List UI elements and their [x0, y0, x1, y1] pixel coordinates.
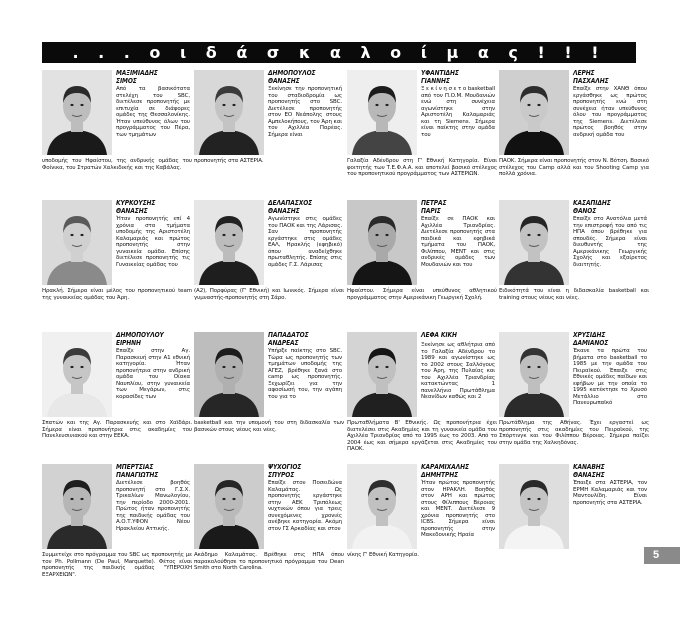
teacher-name: ΔΗΜΟΠΟΥΛΟΥ ΕΙΡΗΝΗ — [116, 331, 164, 347]
teacher-bio: Ξ ε κ ί ν η σ ε τ ο basketball από τον Π.Ο.Μ. Μουδανιών ενώ στη συνέχεια αγωνίστηκε στην Αριστοτέλη Καλαμαριάς και τη Siemens. Σήμερα είναι παίκτης στην ομάδα του — [421, 86, 495, 138]
teacher-bio-continued: Σπατών και της Αγ. Παρασκευής και στο Χαϊδάρι. Σήμερα είναι προπονήτρια στις ακαδημίες του Πανελευσινιακού και στην ΕΕΚΑ. — [42, 420, 192, 439]
portrait-eye — [375, 366, 378, 368]
teacher-photo — [42, 200, 112, 285]
portrait-eye — [385, 498, 388, 500]
portrait-eye — [70, 104, 73, 106]
teacher-bio: Επαίξε στον Ποσειδώνα Καλαμάτας. Ως προπονητής εργάστηκε στην ΑΕΚ Τριπόλεως νυχτικών όπου για τρεις συνεχόμενες χρονιές ανέβηκε κατηγορία. Ακόμη στον ΓΣ Αρκαδίας και στον — [268, 480, 342, 532]
portrait-image — [347, 200, 417, 285]
teacher-bio: Επαίξε στην Αγ. Παρασκευή στην Α1 εθνική κατηγορία. Ήταν προπονήτρια στην ανδρική ομάδα του Οίακα Ναυπλίου, στην γυναικεία των Μεγάρων, στις κορασίδες των — [116, 348, 190, 400]
portrait-image — [42, 464, 112, 549]
portrait-eye — [537, 104, 540, 106]
teacher-photo — [42, 464, 112, 549]
portrait-image — [194, 200, 264, 285]
teacher-photo — [194, 464, 264, 549]
portrait-eye — [537, 366, 540, 368]
teacher-photo — [42, 70, 112, 155]
teacher-photo — [194, 200, 264, 285]
teacher-name: ΚΥΡΚΟΥΣΗΣ ΘΑΝΑΣΗΣ — [116, 199, 156, 215]
teacher-bio-continued: νίκης Γ' Εθνική Κατηγορία. — [347, 552, 419, 558]
page-number: 5 — [644, 547, 680, 564]
portrait-image — [499, 200, 569, 285]
portrait-eye — [80, 366, 83, 368]
teacher-bio: Αγωνίστηκε στις ομάδες του ΠΑΟΚ και της Λάρισας. Σαν προπονητής εργάστηκε στις ομάδες ΕΑΛ, Ηρακλής (εφηβικό) όπου αναδείχθηκε πρωταθλητής. Επίσης στις ομάδες Γ.Σ. Λάρισας — [268, 216, 342, 268]
teacher-photo — [42, 332, 112, 417]
portrait-eye — [385, 366, 388, 368]
teacher-photo — [499, 332, 569, 417]
teacher-name: ΠΑΠΑΔΑΤΟΣ ΑΝΔΡΕΑΣ — [268, 331, 309, 347]
teacher-bio-continued: Πρωτάθλημα της Αθήνας. Έχει εργαστεί ως προπονητής στις ακαδημίες του Πειραϊκού, της Σπόρτινγκ και του Φιλίππου Βέροιας. Σήμερα παίζει στην ομάδα της Χαλκηδόνας. — [499, 420, 649, 446]
portrait-eye — [80, 104, 83, 106]
teacher-name: ΔΕΛΑΠΑΣΧΟΣ ΘΑΝΑΣΗΣ — [268, 199, 313, 215]
teacher-photo — [347, 332, 417, 417]
teacher-bio-continued: υποδομής του Ηφαίστου, της ανδρικής ομάδας του Φοίνικα, του Στρατών Χαλκιδικής και της Καβάλας. — [42, 158, 192, 171]
teacher-bio-continued: basketball και την υπομονή του στη διδασκαλία των βασικών στους νέους και νέες. — [194, 420, 344, 433]
portrait-eye — [232, 234, 235, 236]
teacher-name: ΛΕΦΑ ΚΙΚΗ — [421, 331, 457, 339]
teacher-bio: Επαίξε στην ΧΑΝΘ όπου εργάσθηκε ως πρώτος προπονητής ενώ στη συνέχεια ήταν υπεύθυνος όλου του προγράμματος της Siemens. Διετέλεσε πρώτος βοηθός στην ανδρική ομάδα του — [573, 86, 647, 138]
portrait-image — [499, 464, 569, 549]
portrait-eye — [80, 234, 83, 236]
teacher-name: ΜΠΕΡΤΣΙΑΣ ΠΑΝΑΓΙΩΤΗΣ — [116, 463, 159, 479]
portrait-eye — [527, 104, 530, 106]
teacher-name: ΚΑΡΑΜΙΧΑΛΗΣ ΔΗΜΗΤΡΗΣ — [421, 463, 469, 479]
teacher-photo — [347, 200, 417, 285]
teacher-name: ΜΑΞΙΜΙΑΔΗΣ ΣΙΜΟΣ — [116, 69, 158, 85]
teacher-photo — [499, 70, 569, 155]
teacher-photo — [347, 464, 417, 549]
teacher-name: ΚΑΝΑΒΗΣ ΘΑΝΑΣΗΣ — [573, 463, 605, 479]
teacher-bio-continued: Γαλαξία Αδένδρου στη Γ' Εθνική Κατηγορία. Είναι φοιτητής των Τ.Ε.Φ.Α.Α. και αποτελεί βασικό στέλεχος του προπονητικού προγράμματος των ΑΣΤΕΡΙΩΝ. — [347, 158, 497, 177]
portrait-eye — [222, 104, 225, 106]
teacher-bio: Διετέλεσε βοηθός προπονητή στο Γ.Σ.Χ. Τρικαλίων Μανωλογίου, την περίοδο 2000-2001. Πρώτος ήταν προπονητής της παιδικής ομάδας του Α.Ο.Τ.ΥΦΟΝ Νέου Ηρακλείου Αττικής. — [116, 480, 190, 532]
teacher-name: ΨΥΧΟΓΙΟΣ ΣΠΥΡΟΣ — [268, 463, 302, 479]
teacher-name: ΚΑΣΑΠΙΔΗΣ ΘΑΝΟΣ — [573, 199, 611, 215]
teacher-bio-continued: Ειδικότητά του είναι η διδασκαλία basketball και training στους νέους και νέες. — [499, 288, 649, 301]
portrait-eye — [70, 234, 73, 236]
portrait-eye — [232, 366, 235, 368]
portrait-eye — [222, 366, 225, 368]
portrait-eye — [232, 498, 235, 500]
portrait-image — [499, 70, 569, 155]
portrait-eye — [80, 498, 83, 500]
teacher-name: ΛΕΡΗΣ ΠΑΣΧΑΛΗΣ — [573, 69, 609, 85]
portrait-image — [42, 70, 112, 155]
teacher-bio: Ξεκίνησε την προπονητική του σταδιοδρομία ως προπονητής στο SBC. Διετέλεσε προπονητής στον ΕΟ Νεάπολης στους Αμπελοκήπους, τον Άρη και τον Αχιλλέα Παρέας. Σήμερα είναι — [268, 86, 342, 138]
portrait-eye — [537, 234, 540, 236]
portrait-image — [42, 200, 112, 285]
teacher-photo — [347, 70, 417, 155]
teacher-bio: Ξεκίνησε ως αθλήτρια από το Γαλαξία Αδένδρου το 1989 και αγωνίστηκε ως το 2002 στους Σαλλόγους του Άρη, της Πυλαίας και του Αχιλλέα Τριανδρίας κατακτώντας 1 πανελλήνιο Πρωτάθλημα Νεανίδων καθώς και 2 — [421, 342, 495, 400]
teacher-bio: Υπήρξε παίκτης στο SBC. Τώρα ως προπονητής των τμημάτων υποδομής της ΑΓΕΖ, βρέθηκε ξανά στο camp ως προπονητής. Ξεχωρίζει για την αφοσίωσή του, την αγάπη του για το — [268, 348, 342, 400]
portrait-image — [42, 332, 112, 417]
portrait-image — [347, 70, 417, 155]
portrait-eye — [527, 366, 530, 368]
portrait-eye — [527, 498, 530, 500]
teacher-bio: Από τα βασικότατα στελέχη του SBC, διετέλεσε προπονητής με επιτυχία σε διάφορες ομάδες της Θεσσαλονίκης. Ήταν υπεύθυνος όλων του προγράμματος του Πέρα, των τμημάτων — [116, 86, 190, 138]
teacher-bio-continued: Ακάδημο Καλαμάτας. Βρέθηκε στις ΗΠΑ όπου παρακολούθησε το προπονητικό πρόγραμμα του Dean Smith στο North Carolina. — [194, 552, 344, 571]
portrait-image — [194, 464, 264, 549]
portrait-image — [347, 464, 417, 549]
teacher-bio-continued: προπονητής στα ΑΣΤΕΡΙΑ. — [194, 158, 264, 164]
teacher-bio-continued: Πρωταθλήματα Β' Εθνικής. Ως προπονήτρια έχει διατελέσει στις Ακαδημίες και τη γυναικεία ομάδα του Αχιλλέα Τριανδρίας από το 1995 έως το 2003. Από το 2004 έως και σήμερα εργάζεται στις Ακαδημίες του ΠΑΟΚ. — [347, 420, 497, 452]
portrait-eye — [537, 498, 540, 500]
teacher-photo — [194, 332, 264, 417]
portrait-image — [194, 70, 264, 155]
portrait-eye — [232, 104, 235, 106]
teacher-bio: Επαίξε στο Ανατόλια μετά την επιστροφή του από τις ΗΠΑ όπου βρέθηκε για σπουδές. Σήμερα είναι διευθυντής της Αμερικάνικης Γεωργικής Σχολής και εξαίρετος διαιτητής. — [573, 216, 647, 268]
portrait-eye — [222, 234, 225, 236]
teacher-bio-continued: ΠΑΟΚ. Σήμερα είναι προπονητής στον Ν. Βότση. Βασικό στέλεχος του Camp αλλά και του Shooting Camp για πολλά χρόνια. — [499, 158, 649, 177]
teacher-name: ΠΕΤΡΑΣ ΠΑΡΙΣ — [421, 199, 447, 215]
page-banner: . . . ο ι δ ά σ κ α λ ο ί μ α ς ! ! ! — [42, 42, 636, 63]
portrait-eye — [222, 498, 225, 500]
portrait-eye — [70, 498, 73, 500]
teacher-bio-continued: Συμμετείχε στο πρόγραμμα του SBC ως προπονητής με τον Ph. Pollmann (De Paul, Marquette). Φέτος είναι προπονητής της παιδικής ομάδας "ΥΠΕΡΟΧΗ ΕΞΑΡΧΕΙΩΝ". — [42, 552, 192, 578]
portrait-eye — [375, 498, 378, 500]
teacher-photo — [499, 464, 569, 549]
teacher-name: ΧΡΥΣΙΔΗΣ ΔΑΜΙΑΝΟΣ — [573, 331, 609, 347]
teacher-bio-continued: (Α2), Πορφύρας (Γ' Εθνική) και Ιωνικός. Σήμερα είναι γυμναστής-προπονητής στη Σάρο. — [194, 288, 344, 301]
portrait-image — [499, 332, 569, 417]
teacher-bio: Ήταν πρώτος προπονητής στον ΗΡΑΚΛΗ. Βοηθός στον ΑΡΗ και πρώτος στους Φίλιππους Βέροιας και ΜΕΝΤ. Διετέλεσε 9 χρόνια προπονητής στο ICBS. Σήμερα είναι προπονητής στην Μακεδονικής Ηραία — [421, 480, 495, 538]
teacher-name: ΥΦΑΝΤΙΔΗΣ ΓΙΑΝΝΗΣ — [421, 69, 459, 85]
portrait-eye — [385, 104, 388, 106]
teacher-name: ΔΗΜΟΠΟΥΛΟΣ ΘΑΝΑΣΗΣ — [268, 69, 316, 85]
portrait-eye — [375, 104, 378, 106]
teacher-bio: Επαίξε σε ΠΑΟΚ και Αχιλλέα Τριανδρίας. Διετέλεσε προπονητής στα παιδικά και εφηβικά τμήματα του ΠΑΟΚ, Φιλίππου, ΜΕΝΤ και στις ανδρικές ομάδες των Μουδανιών και του — [421, 216, 495, 268]
portrait-image — [347, 332, 417, 417]
teacher-bio: Έπαιξε στα ΑΣΤΕΡΙΑ, τον ΕΡΜΗ Καλαμαριάς και τον Μαντουλίδη. Είναι προπονητής στα ΑΣΤΕΡΙΑ. — [573, 480, 647, 506]
portrait-eye — [527, 234, 530, 236]
teacher-bio-continued: Ηρακλή. Σήμερα είναι μέλος του προπονητικού team της γυναικείας ομάδας του Άρη. — [42, 288, 192, 301]
teacher-bio: Έκανε τα πρώτα του βήματα στο basketball το 1985 με την ομάδα του Πειραϊκού. Έπαιξε στις Εθνικές ομάδες παίδων και εφήβων με την οποία το 1995 κατέκτησε το Χρυσό Μετάλλιο στο Πανευρωπαϊκό — [573, 348, 647, 406]
portrait-eye — [375, 234, 378, 236]
portrait-image — [194, 332, 264, 417]
teacher-photo — [194, 70, 264, 155]
teacher-photo — [499, 200, 569, 285]
portrait-eye — [385, 234, 388, 236]
portrait-eye — [70, 366, 73, 368]
teacher-bio-continued: Ηφαίστου. Σήμερα είναι υπεύθυνος αθλητικού προγράμματος στην Αμερικάνικη Γεωργική Σχολή. — [347, 288, 497, 301]
teacher-bio: Ήταν προπονητής επί 4 χρόνια στα τμήματα υποδομής της Αριστοτέλη Καλαμαριάς και πρώτος προπονητής στην γυναικεία ομάδα. Επίσης διετέλεσε προπονητής τις Γυναικείας ομάδας του — [116, 216, 190, 268]
